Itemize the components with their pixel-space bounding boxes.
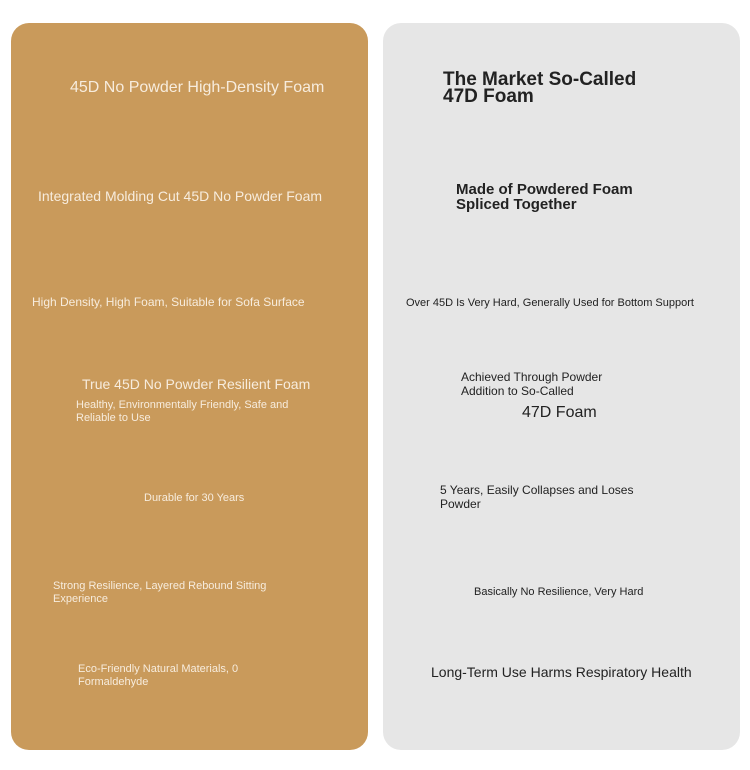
right-hardness-text: Over 45D Is Very Hard, Generally Used for Bottom Support [406,297,694,309]
left-durable-text: Durable for 30 Years [144,492,245,504]
right-made-of-text: Made of Powdered Foam Spliced Together [456,181,633,213]
right-resilience-text: Basically No Resilience, Very Hard [474,586,644,598]
left-resilient-desc: Healthy, Environmentally Friendly, Safe and Reliable to Use [76,399,289,424]
left-materials-text: Eco-Friendly Natural Materials, 0 Formaldehyde [78,663,239,688]
left-molding-text: Integrated Molding Cut 45D No Powder Foam [38,188,323,204]
right-years-text: 5 Years, Easily Collapses and Loses Powder [440,483,634,511]
left-density-text: High Density, High Foam, Suitable for Sofa Surface [32,295,305,309]
left-resilient-title: True 45D No Powder Resilient Foam [82,376,311,392]
right-health-text: Long-Term Use Harms Respiratory Health [431,664,692,680]
left-resilience-text: Strong Resilience, Layered Rebound Sitting Experience [53,580,267,605]
right-title: The Market So-Called 47D Foam [443,69,637,107]
right-powder-addition-text: Achieved Through Powder Addition to So-Called [461,370,603,398]
left-title: 45D No Powder High-Density Foam [70,79,325,96]
right-foam-label: 47D Foam [522,404,597,421]
